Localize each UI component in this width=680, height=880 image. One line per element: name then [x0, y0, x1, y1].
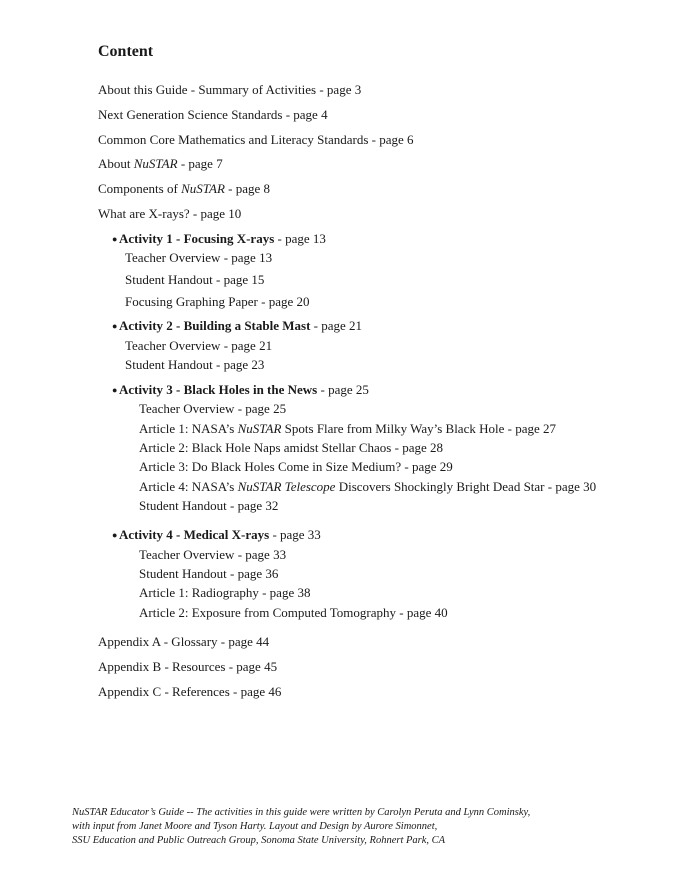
toc-text: Components of [98, 181, 182, 196]
toc-entry-activity-3 [112, 382, 369, 398]
activity-title: Activity 1 - Focusing X-rays [119, 231, 275, 246]
toc-subentry: Focusing Graphing Paper - page 20 [125, 294, 310, 309]
bullet-icon: ● [112, 234, 118, 244]
toc-subentry: Teacher Overview - page 21 [125, 338, 273, 353]
bullet-icon: ● [112, 530, 118, 540]
toc-italic-text: NuSTAR [133, 156, 178, 171]
toc-text: Spots Flare from Milky Way’s Black Hole - page 27 [281, 421, 556, 436]
toc-entry-about-guide: About this Guide - Summary of Activities - page 3 [98, 82, 362, 97]
toc-entry-appendix-a: Appendix A - Glossary - page 44 [98, 634, 270, 649]
toc-entry-activity-2 [112, 318, 362, 334]
toc-text: Article 1: NASA’s [139, 421, 238, 436]
toc-text: About [98, 156, 134, 171]
toc-subentry: Student Handout - page 36 [139, 566, 279, 581]
toc-subentry: Teacher Overview - page 13 [125, 250, 273, 265]
page-title: Content [98, 43, 154, 60]
toc-subentry: Student Handout - page 32 [139, 498, 279, 513]
footer-line: SSU Education and Public Outreach Group, Sonoma State University, Rohnert Park, CA [72, 835, 446, 846]
toc-entry-about-nustar [98, 156, 223, 172]
toc-subentry: Teacher Overview - page 33 [139, 547, 287, 562]
toc-italic-text: NuSTAR Telescope [237, 479, 336, 494]
toc-entry-xrays: What are X-rays? - page 10 [98, 206, 242, 221]
toc-entry-activity-4 [112, 527, 321, 543]
toc-italic-text: NuSTAR [181, 181, 225, 196]
toc-subentry-article-2: Article 2: Black Hole Naps amidst Stellar Chaos - page 28 [139, 440, 443, 455]
activity-title: Activity 4 - Medical X-rays [119, 527, 270, 542]
footer-line: NuSTAR Educator’s Guide -- The activities in this guide were written by Carolyn Peruta and Lynn Cominsky, [72, 807, 531, 818]
toc-subentry: Student Handout - page 23 [125, 357, 265, 372]
toc-entry-activity-1 [112, 231, 326, 247]
toc-subentry-article-1 [139, 421, 556, 437]
bullet-icon: ● [112, 385, 118, 395]
toc-subentry: Article 2: Exposure from Computed Tomography - page 40 [139, 605, 448, 620]
activity-page: - page 25 [317, 382, 369, 397]
footer-credits [72, 806, 530, 848]
bullet-icon: ● [112, 321, 118, 331]
toc-entry-appendix-b: Appendix B - Resources - page 45 [98, 659, 278, 674]
toc-subentry: Article 1: Radiography - page 38 [139, 585, 311, 600]
toc-entry-appendix-c: Appendix C - References - page 46 [98, 684, 282, 699]
toc-entry-common-core: Common Core Mathematics and Literacy Standards - page 6 [98, 132, 414, 147]
toc-entry-ngss: Next Generation Science Standards - page 4 [98, 107, 328, 122]
toc-subentry: Teacher Overview - page 25 [139, 401, 287, 416]
activity-page: - page 33 [269, 527, 321, 542]
toc-text: Discovers Shockingly Bright Dead Star - page 30 [335, 479, 597, 494]
toc-entry-components [98, 181, 270, 197]
activity-page: - page 13 [274, 231, 326, 246]
toc-text: Article 4: NASA’s [139, 479, 238, 494]
activity-title: Activity 2 - Building a Stable Mast [119, 318, 311, 333]
footer-line: with input from Janet Moore and Tyson Harty. Layout and Design by Aurore Simonnet, [72, 821, 438, 832]
toc-subentry-article-3: Article 3: Do Black Holes Come in Size Medium? - page 29 [139, 459, 453, 474]
toc-text: - page 8 [224, 181, 271, 196]
activity-page: - page 21 [310, 318, 363, 333]
toc-subentry-article-4 [139, 479, 596, 495]
activity-title: Activity 3 - Black Holes in the News [119, 382, 318, 397]
toc-italic-text: NuSTAR [237, 421, 282, 436]
toc-text: - page 7 [177, 156, 223, 171]
toc-subentry: Student Handout - page 15 [125, 272, 265, 287]
